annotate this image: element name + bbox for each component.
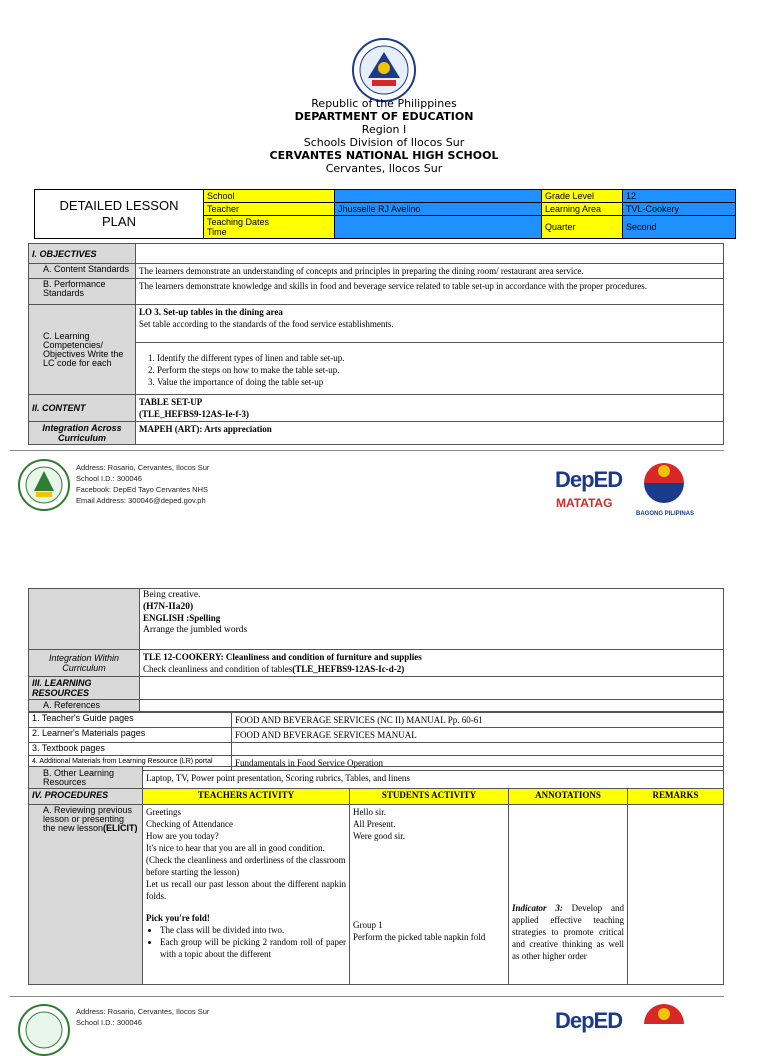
integration-across-label: Integration Across Curriculum	[29, 422, 136, 445]
tb-label: 3. Textbook pages	[29, 743, 232, 756]
activity-list	[160, 924, 346, 960]
integration-within-cell	[140, 650, 724, 677]
content-code: (TLE_HEFBS9-12AS-Ie-f-3)	[139, 409, 249, 419]
footer-school-id: School I.D.: 300046	[76, 474, 142, 483]
objective-list	[157, 352, 720, 388]
deped-logo: DepED	[555, 467, 623, 492]
continued-integration	[140, 589, 724, 650]
teacher-line: Let us recall our past lesson about the different napkin folds.	[146, 879, 346, 901]
lm-value: FOOD AND BEVERAGE SERVICES MANUAL	[232, 728, 724, 743]
learning-competencies-label: C. Learning Competencies/ Objectives Write the LC code for each	[29, 305, 136, 395]
col-annotations: ANNOTATIONS	[509, 789, 628, 805]
performance-standards-label: B. Performance Standards	[29, 279, 136, 305]
annotation-text	[512, 902, 624, 962]
objective-list-cell	[136, 343, 724, 395]
resources-table	[28, 712, 724, 771]
teacher-value: Jhusselle RJ Avelino	[335, 203, 542, 216]
remarks-cell	[628, 805, 724, 985]
footer-contact	[76, 462, 209, 506]
quarter-value: Second	[623, 216, 736, 239]
quarter-label: Quarter	[542, 216, 623, 239]
integration-across: MAPEH (ART): Arts appreciation	[136, 422, 724, 445]
cont-line-1: Being creative.	[143, 590, 201, 600]
school-value	[335, 190, 542, 203]
objectives-label: I. OBJECTIVES	[29, 244, 136, 264]
content-topic: TABLE SET-UP	[139, 397, 203, 407]
objectives-table	[28, 243, 724, 445]
performance-standards: The learners demonstrate knowledge and skills in food and beverage service related to table set-up in accordance with the proper procedures.	[136, 279, 724, 305]
time-label-text: Time	[207, 227, 227, 237]
integration-within-text: Check cleanliness and condition of tables	[143, 664, 293, 674]
footer2-address: Address: Rosario, Cervantes, Ilocos Sur	[76, 1007, 210, 1016]
references-cell	[140, 700, 724, 712]
teacher-line: Checking of Attendance	[146, 819, 233, 829]
content-cell	[136, 395, 724, 422]
procedures-table	[28, 766, 724, 985]
other-resources-value: Laptop, TV, Power point presentation, Scoring rubrics, Tables, and linens	[143, 767, 724, 789]
grade-label: Grade Level	[542, 190, 623, 203]
header-division: Schools Division of Ilocos Sur	[303, 136, 465, 149]
continued-label-cell	[29, 589, 140, 650]
dlp-title: DETAILED LESSON PLAN	[35, 190, 204, 239]
bagong-pilipinas-text: BAGONG PILIPINAS	[636, 511, 695, 517]
cont-line-2: (H7N-IIa20)	[143, 601, 194, 612]
activity-item: • Each group will be picking 2 random roll of paper with a topic about the different	[160, 936, 346, 960]
tb-value	[232, 743, 724, 756]
footer-email: Email Address: 300046@deped.gov.ph	[76, 496, 206, 505]
activity-item: • The class will be divided into two.	[160, 924, 346, 936]
teacher-line: It's nice to hear that you are all in good condition.	[146, 843, 325, 853]
footer2-divider	[10, 996, 724, 997]
grade-value: 12	[623, 190, 736, 203]
indicator-text: Develop and applied effective teaching strategies to promote critical and creative thinking as well as other higher order	[512, 903, 624, 961]
header-department: DEPARTMENT OF EDUCATION	[294, 110, 474, 123]
school-logo-icon	[18, 459, 70, 511]
learning-resources-cell	[140, 677, 724, 700]
reviewing-label	[29, 805, 143, 985]
content-label: II. CONTENT	[29, 395, 136, 422]
objective-item: 3. Value the importance of doing the table set-up	[157, 376, 720, 388]
teacher-line: Greetings	[146, 807, 181, 817]
annotations-cell	[509, 805, 628, 985]
school-logo-icon	[18, 1004, 70, 1056]
dlp-header-table	[34, 189, 736, 239]
footer-facebook: Facebook: DepEd Tayo Cervantes NHS	[76, 485, 209, 494]
matatag-logo: MATATAG	[556, 496, 613, 510]
header-republic: Republic of the Philippines	[311, 97, 457, 110]
lo-text: Set table according to the standards of the food service establishments.	[139, 319, 394, 329]
cont-line-3: ENGLISH :Spelling	[143, 613, 221, 623]
student-line: Were good sir.	[353, 831, 406, 841]
student-line: Group 1	[353, 920, 383, 930]
dates-label	[204, 216, 335, 239]
objective-item: 1. Identify the different types of linen and table set-up.	[157, 352, 720, 364]
integration-within-label: Integration Within Curriculum	[29, 650, 140, 677]
page2-top-table	[28, 588, 724, 712]
am-label: 4. Additional Materials from Learning Resource (LR) portal	[29, 756, 232, 771]
footer-divider	[10, 450, 724, 451]
dates-label-text: Teaching Dates	[207, 217, 270, 227]
teacher-label: Teacher	[204, 203, 335, 216]
col-remarks: REMARKS	[628, 789, 724, 805]
lo-title: LO 3. Set-up tables in the dining area	[139, 307, 283, 317]
references-label: A. References	[29, 700, 140, 712]
activity-title: Pick you're fold!	[146, 913, 210, 923]
procedures-label: IV. PROCEDURES	[29, 789, 143, 805]
footer2-contact	[76, 1006, 209, 1028]
header-region: Region I	[361, 123, 407, 136]
content-standards: The learners demonstrate an understanding of concepts and principles in preparing the dining room/ restaurant area service.	[136, 264, 724, 279]
objective-item: 2. Perform the steps on how to make the table set-up.	[157, 364, 720, 376]
cont-line-4: Arrange the jumbled words	[143, 624, 248, 635]
tg-label: 1. Teacher's Guide pages	[29, 713, 232, 728]
deped-logo-2: DepED	[555, 1008, 623, 1033]
student-line: Hello sir.	[353, 807, 386, 817]
footer-address: Address: Rosario, Cervantes, Ilocos Sur	[76, 463, 210, 472]
header-school-name: CERVANTES NATIONAL HIGH SCHOOL	[269, 149, 499, 162]
footer2-school-id: School I.D.: 300046	[76, 1018, 142, 1027]
am-value: Fundamentals in Food Service Operation	[232, 756, 724, 771]
teacher-line: How are you today?	[146, 831, 219, 841]
lo-cell	[136, 305, 724, 343]
area-label: Learning Area	[542, 203, 623, 216]
bagong-pilipinas-logo-icon	[638, 1004, 690, 1024]
content-standards-label: A. Content Standards	[29, 264, 136, 279]
indicator-label: Indicator 3:	[512, 903, 563, 913]
dates-value	[335, 216, 542, 239]
area-value: TVL-Cookery	[623, 203, 736, 216]
lm-label: 2. Learner's Materials pages	[29, 728, 232, 743]
students-activity-cell	[350, 805, 509, 985]
learning-resources-label: III. LEARNING RESOURCES	[29, 677, 140, 700]
teachers-activity-cell	[143, 805, 350, 985]
other-resources-label: B. Other Learning Resources	[29, 767, 143, 789]
reviewing-label-elicit: (ELICIT)	[103, 823, 138, 833]
student-line: Perform the picked table napkin fold	[353, 932, 486, 942]
header-school-location: Cervantes, Ilocos Sur	[325, 162, 443, 175]
student-line: All Present.	[353, 819, 396, 829]
integration-within-title: TLE 12-COOKERY: Cleanliness and condition of furniture and supplies	[143, 652, 422, 662]
deped-seal-icon	[352, 38, 416, 102]
school-label: School	[204, 190, 335, 203]
bagong-pilipinas-logo-icon	[638, 459, 690, 509]
objectives-cell	[136, 244, 724, 264]
tg-value: FOOD AND BEVERAGE SERVICES (NC II) MANUAL Pp. 60-61	[232, 713, 724, 728]
teacher-line: (Check the cleanliness and orderliness of the classroom before starting the lesson)	[146, 855, 346, 877]
reviewing-label-text: A. Reviewing previous lesson or presenting the new lesson	[43, 805, 133, 833]
col-teachers-activity: TEACHERS ACTIVITY	[143, 789, 350, 805]
integration-within-code: (TLE_HEFBS9-12AS-Ic-d-2)	[292, 664, 405, 674]
col-students-activity: STUDENTS ACTIVITY	[350, 789, 509, 805]
